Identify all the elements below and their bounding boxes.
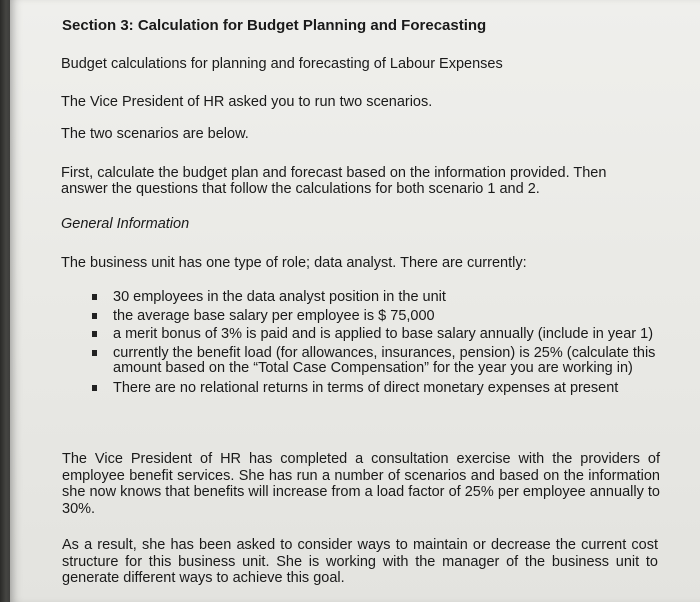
requirements-list [113,290,678,399]
section-title: Section 3: Calculation for Budget Planning and Forecasting [62,17,487,34]
vp-scenarios-line: The Vice President of HR asked you to run two scenarios. [61,94,433,110]
intro-line-2: answer the questions that follow the calculations for both scenario 1 and 2. [61,181,540,197]
list-item: There are no relational returns in terms of direct monetary expenses at present [113,381,678,397]
intro-line-1: First, calculate the budget plan and forecast based on the information provided. Then [61,165,607,181]
two-scenarios-line: The two scenarios are below. [61,126,249,142]
list-item: the average base salary per employee is $ 75,000 [113,309,678,325]
consultation-paragraph: The Vice President of HR has completed a consultation exercise with the providers of employee benefit services. She has run a number of scenarios and based on the information she now knows that benefits will increase from a load factor of 25% per employee annually to 30%. [62,451,660,517]
subtitle-labour-expenses: Budget calculations for planning and forecasting of Labour Expenses [61,56,503,72]
list-item: currently the benefit load (for allowances, insurances, pension) is 25% (calculate this amount based on the “Total Case Compensation” for the year you are working in) [113,346,668,377]
document-page [10,0,700,602]
bullet-icon [92,385,97,391]
list-item: 30 employees in the data analyst position in the unit [113,290,678,306]
business-unit-line: The business unit has one type of role; data analyst. There are currently: [61,255,527,271]
bullet-icon [92,331,97,337]
list-item: a merit bonus of 3% is paid and is applied to base salary annually (include in year 1) [113,327,673,343]
result-paragraph: As a result, she has been asked to consider ways to maintain or decrease the current cost structure for this business unit. She is working with the manager of the business unit to generate different ways to achieve this goal. [62,537,658,586]
bullet-icon [92,294,97,300]
bullet-icon [92,350,97,356]
bullet-icon [92,313,97,319]
general-information-heading: General Information [61,216,190,232]
